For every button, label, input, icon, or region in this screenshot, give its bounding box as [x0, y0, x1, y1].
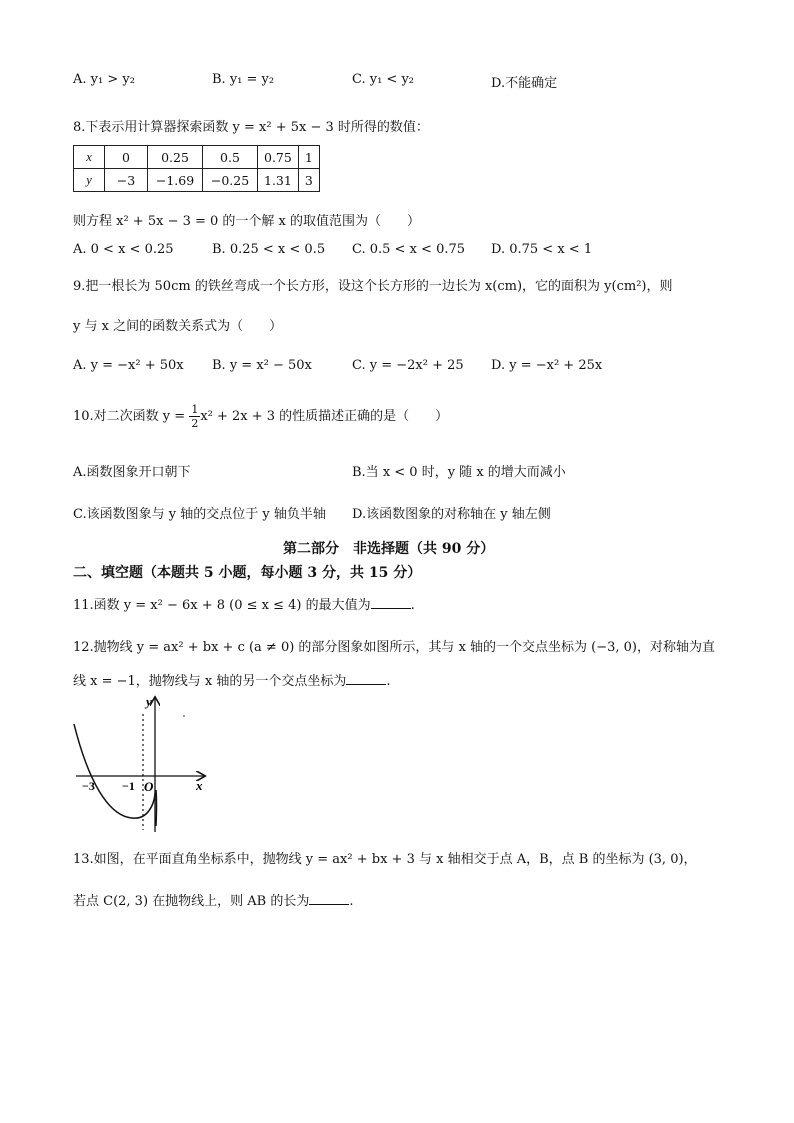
q9-option-c: C. y = −2x² + 25 [352, 358, 464, 373]
dot-mark [183, 715, 185, 717]
tick-label-neg3: −3 [82, 779, 95, 793]
q9-option-b: B. y = x² − 50x [212, 358, 312, 373]
q13-stem-line1: 13.如图，在平面直角坐标系中，抛物线 y = ax² + bx + 3 与 x 轴相交于点 A，B，点 B 的坐标为 (3, 0)， [73, 852, 697, 867]
table-cell: 1.31 [258, 169, 299, 192]
q12-parabola-figure [66, 690, 216, 835]
table-cell: −3 [105, 169, 148, 192]
q10-option-a: A.函数图象开口朝下 [73, 465, 191, 480]
q10-stem-pre: 10.对二次函数 y = [73, 409, 190, 424]
q8-option-b: B. 0.25 < x < 0.5 [212, 242, 326, 257]
table-cell: −0.25 [203, 169, 258, 192]
y-axis-label: y [146, 694, 152, 709]
q7-option-d: D.不能确定 [491, 76, 558, 91]
x-axis-label: x [196, 778, 203, 793]
section-fill-blank-title: 二、填空题（本题共 5 小题，每小题 3 分，共 15 分） [73, 565, 422, 581]
q8-stem: 8.下表示用计算器探索函数 y = x² + 5x − 3 时所得的数值： [73, 120, 429, 135]
answer-blank[interactable] [346, 672, 386, 685]
q7-option-a: A. y₁ > y₂ [73, 72, 135, 87]
answer-blank[interactable] [371, 596, 411, 609]
q8-value-table [73, 145, 320, 192]
q9-stem-line2: y 与 x 之间的函数关系式为（ ） [73, 319, 283, 334]
q11-end: . [410, 598, 415, 613]
q9-option-a: A. y = −x² + 50x [73, 358, 184, 373]
q10-option-d: D.该函数图象的对称轴在 y 轴左侧 [352, 507, 551, 522]
table-cell: 0.5 [203, 146, 258, 169]
q12-end: . [386, 674, 391, 689]
table-cell: 0.25 [148, 146, 203, 169]
q10-option-b: B.当 x < 0 时，y 随 x 的增大而减小 [352, 465, 566, 480]
q11-stem: 11.函数 y = x² − 6x + 8 (0 ≤ x ≤ 4) 的最大值为 [73, 598, 371, 613]
part-two-title: 第二部分 非选择题（共 90 分） [283, 541, 495, 557]
q7-option-c: C. y₁ < y₂ [352, 72, 415, 87]
table-row [74, 169, 320, 192]
q9-stem-line1: 9.把一根长为 50cm 的铁丝弯成一个长方形，设这个长方形的一边长为 x(cm)，它的面积为 y(cm²)，则 [73, 279, 673, 294]
table-cell: 3 [298, 169, 319, 192]
q13-end: . [349, 894, 354, 909]
q8-question: 则方程 x² + 5x − 3 = 0 的一个解 x 的取值范围为（ ） [73, 214, 421, 229]
tick-label-neg1: −1 [122, 779, 135, 793]
parabola-curve [74, 724, 157, 826]
q9-option-d: D. y = −x² + 25x [491, 358, 603, 373]
q12-stem-line1: 12.抛物线 y = ax² + bx + c (a ≠ 0) 的部分图象如图所示，其与 x 轴的一个交点坐标为 (−3, 0)，对称轴为直 [73, 640, 716, 655]
q8-option-d: D. 0.75 < x < 1 [491, 242, 593, 257]
q10-fraction [189, 403, 200, 430]
table-row-label: x [74, 146, 105, 169]
q12-stem-text: 线 x = −1，抛物线与 x 轴的另一个交点坐标为 [73, 674, 347, 689]
fraction-numerator: 1 [191, 403, 199, 416]
q8-option-c: C. 0.5 < x < 0.75 [352, 242, 466, 257]
table-cell: 1 [298, 146, 319, 169]
table-cell: 0.75 [258, 146, 299, 169]
origin-label: O [144, 779, 154, 794]
table-cell: 0 [105, 146, 148, 169]
q10-stem [73, 403, 448, 430]
table-row [74, 146, 320, 169]
q13-stem-line2 [73, 890, 354, 909]
q10-option-c: C.该函数图象与 y 轴的交点位于 y 轴负半轴 [73, 507, 326, 522]
q12-stem-line2 [73, 670, 391, 689]
q13-stem-text: 若点 C(2, 3) 在抛物线上，则 AB 的长为 [73, 894, 310, 909]
fraction-denominator: 2 [191, 417, 199, 430]
q7-option-b: B. y₁ = y₂ [212, 72, 275, 87]
q8-option-a: A. 0 < x < 0.25 [73, 242, 174, 257]
table-row-label: y [74, 169, 105, 192]
answer-blank[interactable] [309, 892, 349, 905]
q10-stem-post: x² + 2x + 3 的性质描述正确的是（ ） [200, 409, 449, 424]
table-cell: −1.69 [148, 169, 203, 192]
q11-text [73, 594, 415, 613]
